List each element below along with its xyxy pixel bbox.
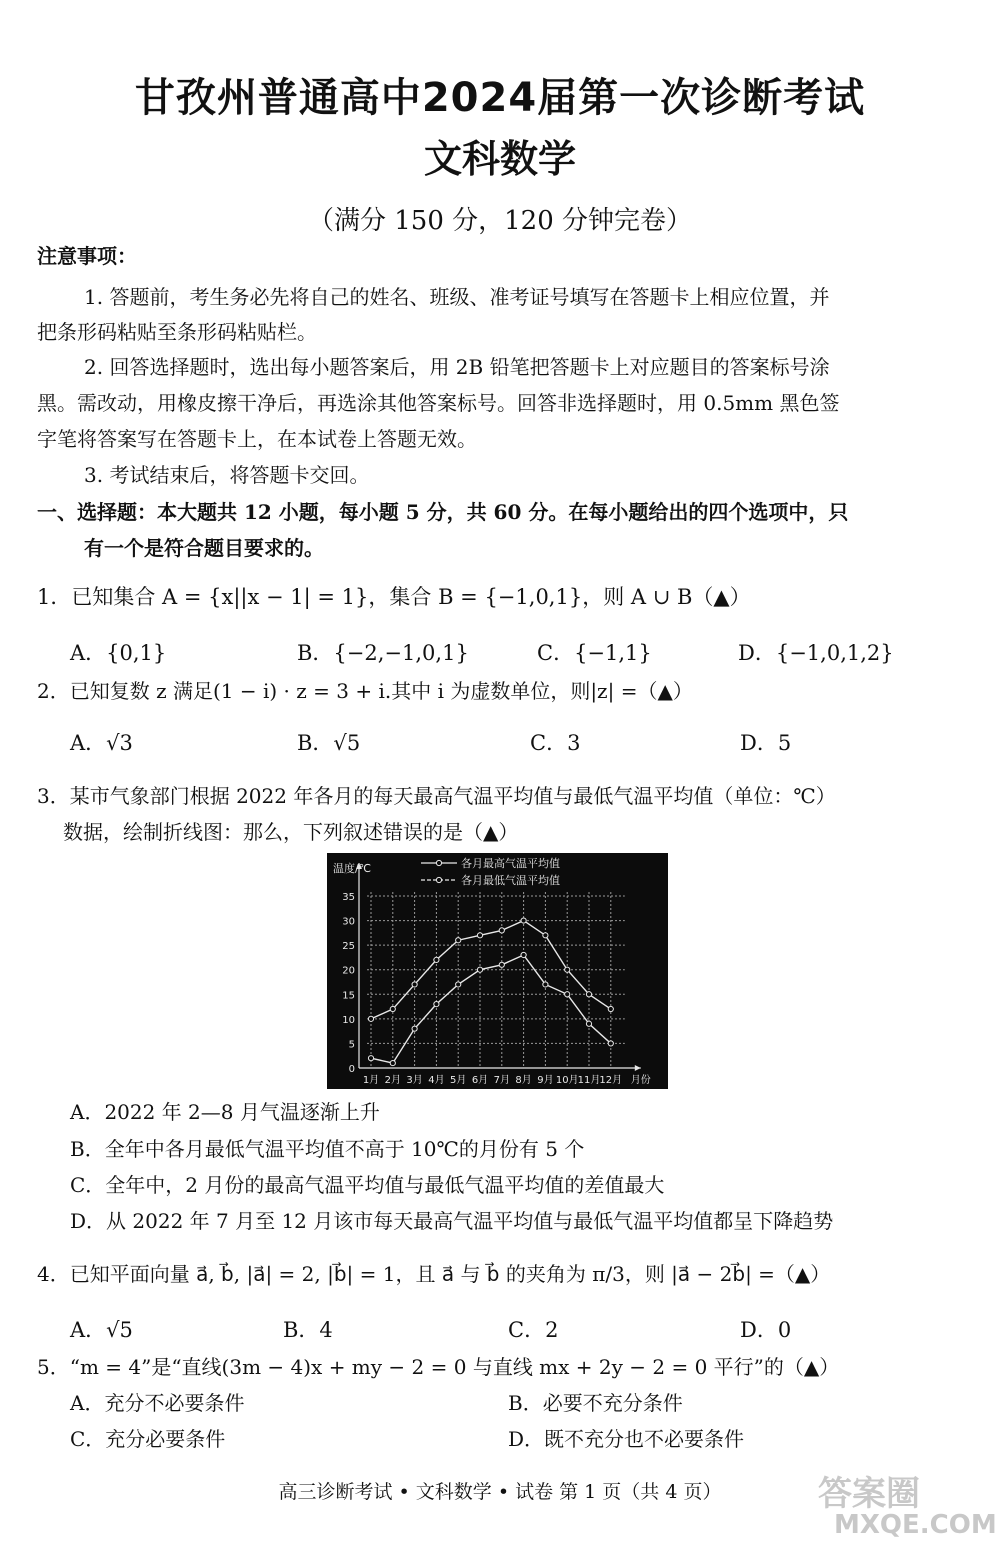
data-point xyxy=(434,1002,439,1007)
data-point xyxy=(543,982,548,987)
question-3-option-d: D．从 2022 年 7 月至 12 月该市每天最高气温平均值与最低气温平均值都呈下降趋势 xyxy=(70,1209,834,1233)
page-footer: 高三诊断考试 • 文科数学 • 试卷 第 1 页（共 4 页） xyxy=(278,1481,722,1503)
question-3-option-a: A．2022 年 2—8 月气温逐渐上升 xyxy=(70,1100,380,1124)
data-point xyxy=(521,952,526,957)
question-5-stem: 5．“m = 4”是“直线(3m − 4)x + my − 2 = 0 与直线 mx + 2y − 2 = 0 平行”的（▲） xyxy=(37,1355,840,1379)
y-tick-label: 25 xyxy=(342,941,355,953)
notice-item-2-line-2: 黑。需改动，用橡皮擦干净后，再选涂其他答案标号。回答非选择题时，用 0.5mm 黑色签 xyxy=(37,391,840,415)
data-point xyxy=(412,1026,417,1031)
x-tick-label: 10月 xyxy=(555,1075,579,1086)
section-1-heading-line-2: 有一个是符合题目要求的。 xyxy=(84,536,324,560)
x-tick-label: 8月 xyxy=(515,1075,532,1086)
data-point xyxy=(521,918,526,923)
question-2-option-c: C．3 xyxy=(530,731,581,755)
x-tick-label: 12月 xyxy=(599,1075,623,1086)
notice-item-2-line-3: 字笔将答案写在答题卡上，在本试卷上答题无效。 xyxy=(37,427,477,451)
series-line-low xyxy=(371,955,611,1063)
notice-item-2-line-1: 2. 回答选择题时，选出每小题答案后，用 2B 铅笔把答题卡上对应题目的答案标号涂 xyxy=(84,355,830,379)
x-tick-label: 5月 xyxy=(450,1075,467,1086)
data-point xyxy=(390,1060,395,1065)
temperature-line-chart xyxy=(327,853,668,1089)
subject-title: 文科数学 xyxy=(423,137,576,181)
y-tick-label: 10 xyxy=(342,1014,355,1026)
data-point xyxy=(456,982,461,987)
data-point xyxy=(368,1016,373,1021)
section-1-heading-line-1: 一、选择题：本大题共 12 小题，每小题 5 分，共 60 分。在每小题给出的四个选项中，只 xyxy=(37,500,849,524)
watermark-site: MXQE.COM xyxy=(834,1510,997,1540)
legend-marker xyxy=(436,877,441,882)
data-point xyxy=(499,928,504,933)
notice-item-1-line-2: 把条形码粘贴至条形码粘贴栏。 xyxy=(37,320,317,344)
question-5-option-c: C．充分必要条件 xyxy=(70,1427,226,1451)
x-tick-label: 11月 xyxy=(577,1075,601,1086)
question-3-option-b: B．全年中各月最低气温平均值不高于 10℃的月份有 5 个 xyxy=(70,1137,585,1161)
question-5-option-d: D．既不充分也不必要条件 xyxy=(508,1427,745,1451)
data-point xyxy=(434,957,439,962)
x-tick-label: 4月 xyxy=(428,1075,445,1086)
x-tick-label: 2月 xyxy=(384,1075,401,1086)
x-tick-label: 9月 xyxy=(537,1075,554,1086)
y-tick-label: 35 xyxy=(342,892,355,903)
question-3-stem-line-2: 数据，绘制折线图：那么，下列叙述错误的是（▲） xyxy=(63,820,519,844)
chart-canvas xyxy=(327,853,668,1089)
y-tick-label: 20 xyxy=(342,965,355,977)
legend-label: 各月最高气温平均值 xyxy=(461,857,560,870)
x-axis-label: 月份 xyxy=(630,1075,651,1086)
notice-item-1-line-1: 1. 答题前，考生务必先将自己的姓名、班级、准考证号填写在答题卡上相应位置，并 xyxy=(84,285,830,309)
y-tick-label: 0 xyxy=(348,1064,355,1075)
y-tick-label: 15 xyxy=(342,990,355,1002)
question-1-option-a: A．{0,1} xyxy=(70,641,167,665)
notice-heading: 注意事项： xyxy=(37,244,137,268)
x-tick-label: 6月 xyxy=(471,1075,489,1086)
exam-info: （满分 150 分，120 分钟完卷） xyxy=(307,206,693,236)
data-point xyxy=(565,967,570,972)
data-point xyxy=(543,933,548,938)
exam-title: 甘孜州普通高中2024届第一次诊断考试 xyxy=(134,75,866,121)
watermark-logo: 答案圈 xyxy=(818,1474,920,1514)
data-point xyxy=(368,1056,373,1061)
y-tick-label: 30 xyxy=(342,916,355,928)
question-4-option-a: A．√5 xyxy=(70,1318,133,1342)
question-2-option-a: A．√3 xyxy=(70,731,133,755)
question-3-stem-line-1: 3．某市气象部门根据 2022 年各月的每天最高气温平均值与最低气温平均值（单位：℃） xyxy=(37,784,836,808)
legend-label: 各月最低气温平均值 xyxy=(461,874,560,887)
data-point xyxy=(456,938,461,943)
x-tick-label: 1月 xyxy=(362,1075,380,1086)
data-point xyxy=(390,1006,395,1011)
y-axis-label: 温度/℃ xyxy=(333,862,372,875)
question-3-option-c: C．全年中，2 月份的最高气温平均值与最低气温平均值的差值最大 xyxy=(70,1173,665,1197)
question-1-option-b: B．{−2,−1,0,1} xyxy=(297,641,469,665)
data-point xyxy=(499,962,504,967)
data-point xyxy=(586,992,591,997)
question-2-option-d: D．5 xyxy=(740,731,792,755)
notice-item-3: 3. 考试结束后，将答题卡交回。 xyxy=(84,463,370,487)
data-point xyxy=(565,992,570,997)
x-tick-label: 3月 xyxy=(406,1075,423,1086)
data-point xyxy=(586,1021,591,1026)
data-point xyxy=(412,982,417,987)
question-4-stem: 4．已知平面向量 a⃗, b⃗, |a⃗| = 2, |b⃗| = 1，且 a⃗ 与 b⃗ 的夹角为 π/3，则 |a⃗ − 2b⃗| =（▲） xyxy=(37,1262,831,1286)
question-2-stem: 2．已知复数 z 满足(1 − i) · z = 3 + i.其中 i 为虚数单位，则|z| =（▲） xyxy=(37,679,693,703)
question-1-option-c: C．{−1,1} xyxy=(537,641,652,665)
x-axis-arrow xyxy=(635,1065,641,1071)
question-5-option-a: A．充分不必要条件 xyxy=(70,1391,245,1415)
y-tick-label: 5 xyxy=(348,1039,355,1051)
data-point xyxy=(608,1041,613,1046)
x-tick-label: 7月 xyxy=(493,1075,510,1086)
question-4-option-b: B．4 xyxy=(283,1318,333,1342)
question-1-stem: 1．已知集合 A = {x||x − 1| = 1}，集合 B = {−1,0,1}，则 A ∪ B（▲） xyxy=(37,585,751,609)
question-2-option-b: B．√5 xyxy=(297,731,361,755)
data-point xyxy=(477,967,482,972)
question-4-option-d: D．0 xyxy=(740,1318,792,1342)
legend-marker xyxy=(436,860,441,865)
question-5-option-b: B．必要不充分条件 xyxy=(508,1391,683,1415)
question-1-option-d: D．{−1,0,1,2} xyxy=(738,641,894,665)
data-point xyxy=(608,1006,613,1011)
data-point xyxy=(477,933,482,938)
question-4-option-c: C．2 xyxy=(508,1318,559,1342)
